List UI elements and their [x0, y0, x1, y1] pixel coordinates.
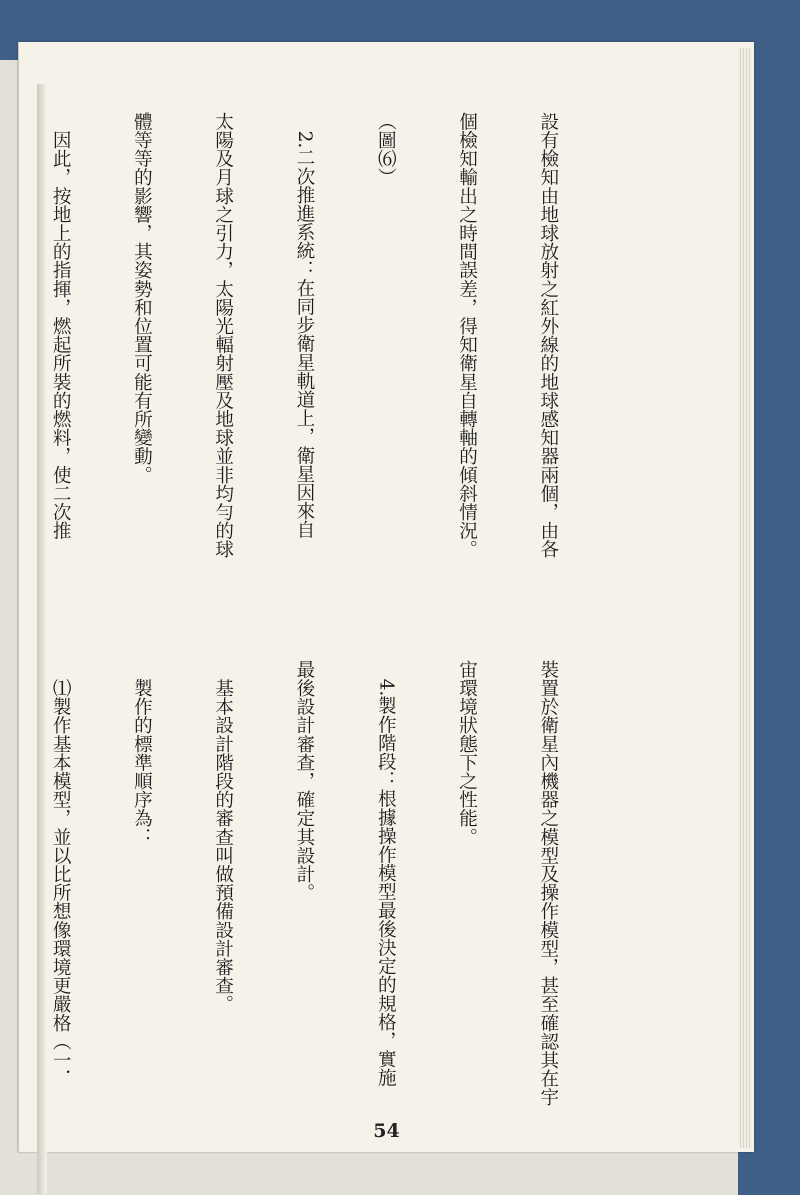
text-line: 4.製作階段：根據操作模型最後決定的規格，實施: [375, 660, 397, 1087]
text-line: 最後設計審查，確定其設計。: [293, 660, 315, 902]
page-number: 54: [373, 1120, 400, 1142]
text-line: 體等等的影響，其姿勢和位置可能有所變動。: [131, 112, 153, 484]
text-line: 宙環境狀態下之性能。: [456, 660, 478, 846]
text-line: 製作的標準順序為：: [131, 660, 153, 846]
text-line: 太陽及月球之引力，太陽光輻射壓及地球並非均勻的球: [212, 112, 234, 559]
text-line: 設有檢知由地球放射之紅外線的地球感知器兩個，由各: [537, 112, 559, 559]
upper-text-block: [0, 112, 616, 668]
text-line: 因此，按地上的指揮，燃起所裝的燃料，使二次推: [50, 112, 72, 540]
text-line: 基本設計階段的審查叫做預備設計審查。: [212, 660, 234, 1014]
text-line: 裝置於衛星內機器之模型及操作模型，甚至確認其在宇: [537, 660, 559, 1107]
page-edges: [738, 48, 752, 1148]
text-line: ⑴製作基本模型，並以比所想像環境更嚴格（一．: [50, 660, 72, 1088]
text-line: 2.二次推進系統：在同步衛星軌道上，衛星因來自: [293, 112, 315, 539]
text-line: （圖⑹）: [375, 112, 397, 187]
lower-text-block: [0, 660, 616, 1170]
text-line: 個檢知輸出之時間誤差，得知衛星自轉軸的傾斜情況。: [456, 112, 478, 559]
book-page: [18, 42, 754, 1152]
